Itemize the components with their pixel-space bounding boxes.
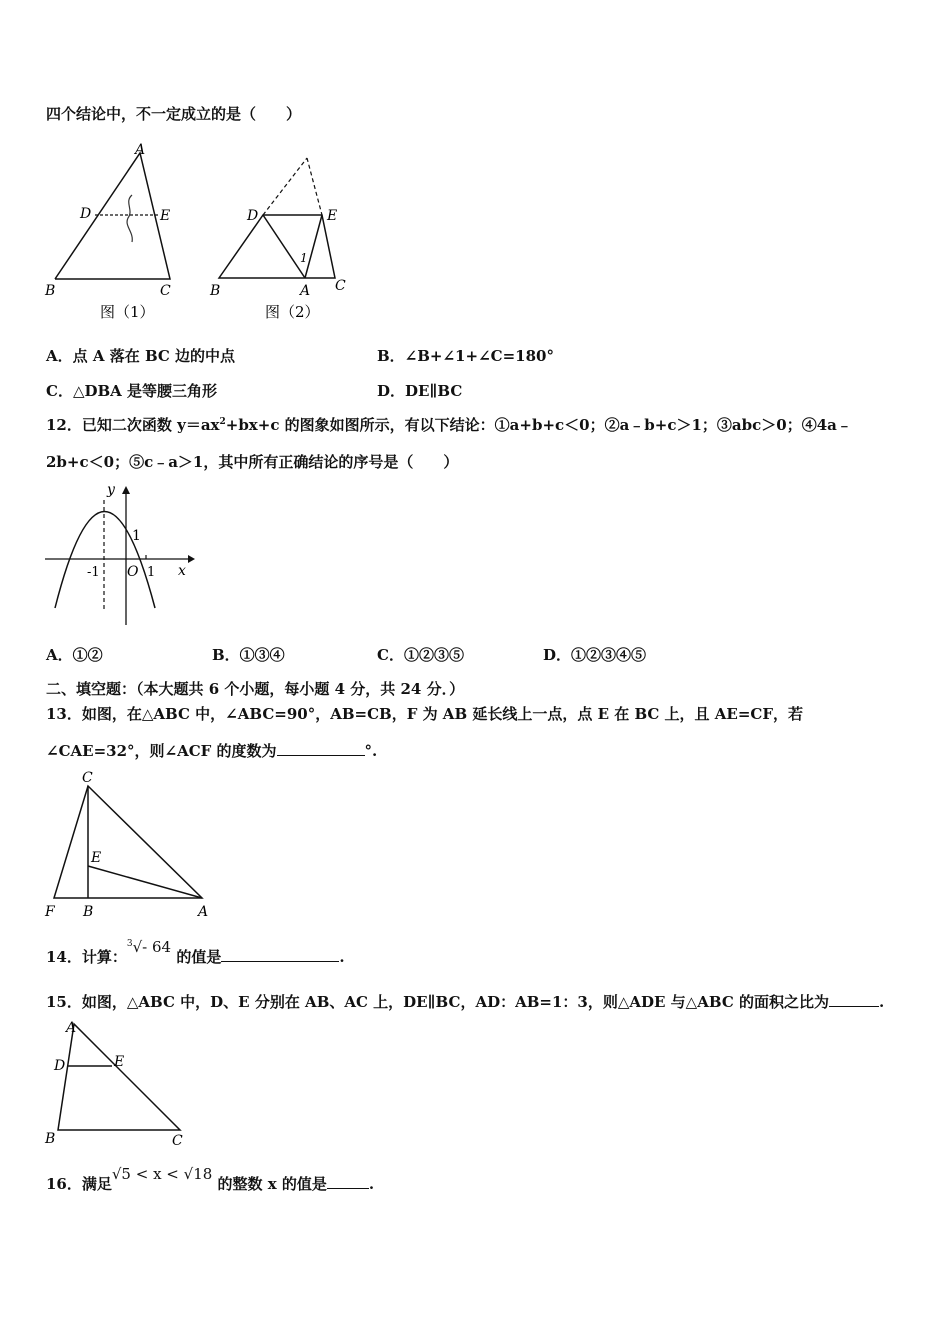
q11-figure-2 bbox=[205, 150, 355, 325]
q13-label-b: B bbox=[83, 904, 94, 920]
q11-fig2-label-d: D bbox=[247, 208, 259, 224]
q12-label-origin: O bbox=[127, 564, 139, 580]
q11-fig1-label-b: B bbox=[45, 283, 56, 299]
q15-stem: 15．如图，△ABC 中，D、E 分别在 AB、AC 上，DE∥BC，AD：AB=1：3，则△ADE 与△ABC 的面积之比为 . bbox=[46, 993, 885, 1011]
q11-fig1-label-a: A bbox=[135, 142, 146, 158]
q16-inequality-expr: √5 < x < √18 bbox=[111, 1165, 213, 1183]
q12-label-x: x bbox=[178, 563, 186, 579]
q11-fig2-label-e: E bbox=[327, 208, 338, 224]
section-fill-in-title: 二、填空题：（本大题共 6 个小题，每小题 4 分，共 24 分．） bbox=[46, 680, 465, 698]
q11-fig2-label-1: 1 bbox=[300, 251, 308, 265]
q15-answer-blank bbox=[829, 992, 879, 1007]
q12-option-c: C．①②③⑤ bbox=[377, 646, 464, 664]
q11-fig1-label-c: C bbox=[160, 283, 171, 299]
q13-label-a: A bbox=[198, 904, 209, 920]
q11-fig2-label-b: B bbox=[210, 283, 221, 299]
q12-label-one-x: 1 bbox=[147, 565, 156, 580]
q12-option-d: D．①②③④⑤ bbox=[543, 646, 647, 664]
q15-label-d: D bbox=[54, 1058, 66, 1074]
q12-option-a: A．①② bbox=[46, 646, 103, 664]
q11-fig2-label-a: A bbox=[300, 283, 311, 299]
q14-stem: 14．计算：$^3$√- 64 的值是 . bbox=[46, 938, 345, 966]
q11-option-b: B．∠B+∠1+∠C=180° bbox=[377, 347, 554, 365]
q11-fig2-caption: 图（2） bbox=[265, 303, 320, 321]
q12-stem-line2: 2b+c＜0；⑤c﹣a＞1，其中所有正确结论的序号是（ ） bbox=[46, 453, 459, 471]
q11-fig1-label-e: E bbox=[160, 208, 171, 224]
q16-stem: 16．满足√5 < x < √18 的整数 x 的值是 . bbox=[46, 1165, 375, 1193]
q15-label-e: E bbox=[114, 1054, 125, 1070]
q13-label-f: F bbox=[45, 904, 55, 920]
q13-answer-blank bbox=[277, 741, 365, 756]
q16-answer-blank bbox=[327, 1174, 369, 1189]
q15-label-c: C bbox=[172, 1133, 183, 1149]
q11-fig2-label-c: C bbox=[335, 278, 346, 294]
q14-answer-blank bbox=[221, 947, 339, 962]
q13-stem-line2: ∠CAE=32°，则∠ACF 的度数为 °. bbox=[46, 742, 378, 760]
q11-figure-1 bbox=[40, 140, 190, 325]
q11-option-c: C．△DBA 是等腰三角形 bbox=[46, 382, 218, 400]
q13-figure bbox=[40, 768, 215, 920]
q13-label-c: C bbox=[82, 770, 93, 786]
q15-label-a: A bbox=[66, 1020, 77, 1036]
q11-stem: 四个结论中，不一定成立的是（ ） bbox=[46, 105, 302, 123]
q15-figure bbox=[40, 1016, 200, 1151]
q13-label-e: E bbox=[91, 850, 102, 866]
q15-label-b: B bbox=[45, 1131, 56, 1147]
q12-option-b: B．①③④ bbox=[212, 646, 285, 664]
q14-cube-root-expr: $^3$√- 64 bbox=[126, 938, 172, 956]
q11-fig1-caption: 图（1） bbox=[100, 303, 155, 321]
q12-stem-line1: 12．已知二次函数 $y=ax^2+bx+c$ 的图象如图所示，有以下结论：①a+b+c＜0；②a﹣b+c＞1；③abc＞0；④4a﹣ bbox=[46, 416, 852, 434]
q12-label-neg-one: -1 bbox=[87, 565, 100, 580]
q12-parabola-graph bbox=[40, 480, 200, 630]
q11-fig1-label-d: D bbox=[80, 206, 92, 222]
q12-label-one-y: 1 bbox=[132, 528, 141, 544]
q11-option-a: A．点 A 落在 BC 边的中点 bbox=[46, 347, 236, 365]
q13-stem-line1: 13．如图，在△ABC 中，∠ABC=90°，AB=CB，F 为 AB 延长线上一点，点 E 在 BC 上，且 AE=CF，若 bbox=[46, 705, 804, 723]
q12-label-y: y bbox=[107, 482, 115, 498]
q11-option-d: D．DE∥BC bbox=[377, 382, 463, 400]
